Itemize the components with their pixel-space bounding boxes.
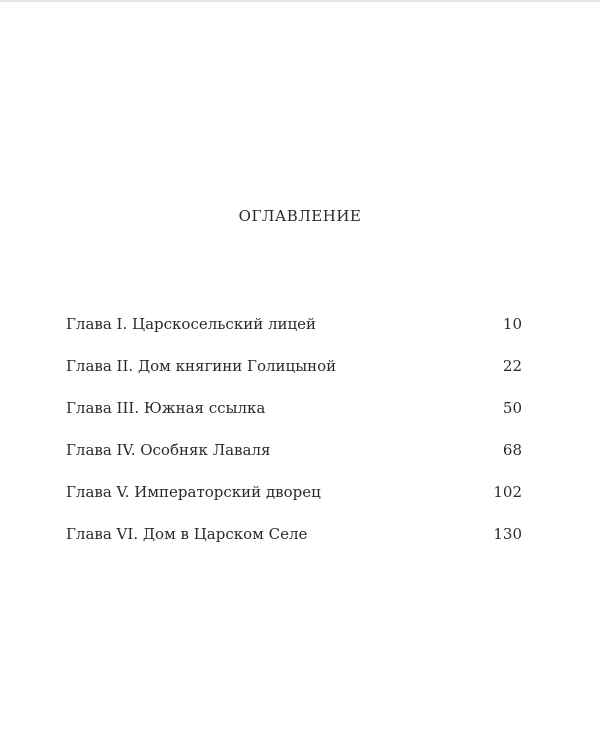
toc-page-number: 22	[502, 357, 522, 375]
toc-entry-6	[66, 522, 522, 564]
toc-chapter-title: Глава I. Царскосельский лицей	[66, 315, 317, 333]
toc-page-number: 130	[493, 525, 522, 543]
toc-page-number: 50	[502, 399, 522, 417]
toc-entry-5	[66, 480, 522, 522]
toc-entry-3	[66, 396, 522, 438]
toc-page-number: 10	[502, 315, 522, 333]
table-of-contents	[66, 312, 522, 564]
toc-entry-1	[66, 312, 522, 354]
toc-chapter-title: Глава VI. Дом в Царском Селе	[66, 525, 308, 543]
toc-chapter-title: Глава III. Южная ссылка	[66, 399, 266, 417]
toc-entry-4	[66, 438, 522, 480]
toc-chapter-title: Глава V. Императорский дворец	[66, 483, 321, 501]
toc-heading: ОГЛАВЛЕНИЕ	[238, 207, 362, 225]
toc-page-number: 102	[493, 483, 522, 501]
toc-page-number: 68	[502, 441, 522, 459]
toc-entry-2	[66, 354, 522, 396]
toc-chapter-title: Глава II. Дом княгини Голицыной	[66, 357, 337, 375]
toc-chapter-title: Глава IV. Особняк Лаваля	[66, 441, 271, 459]
